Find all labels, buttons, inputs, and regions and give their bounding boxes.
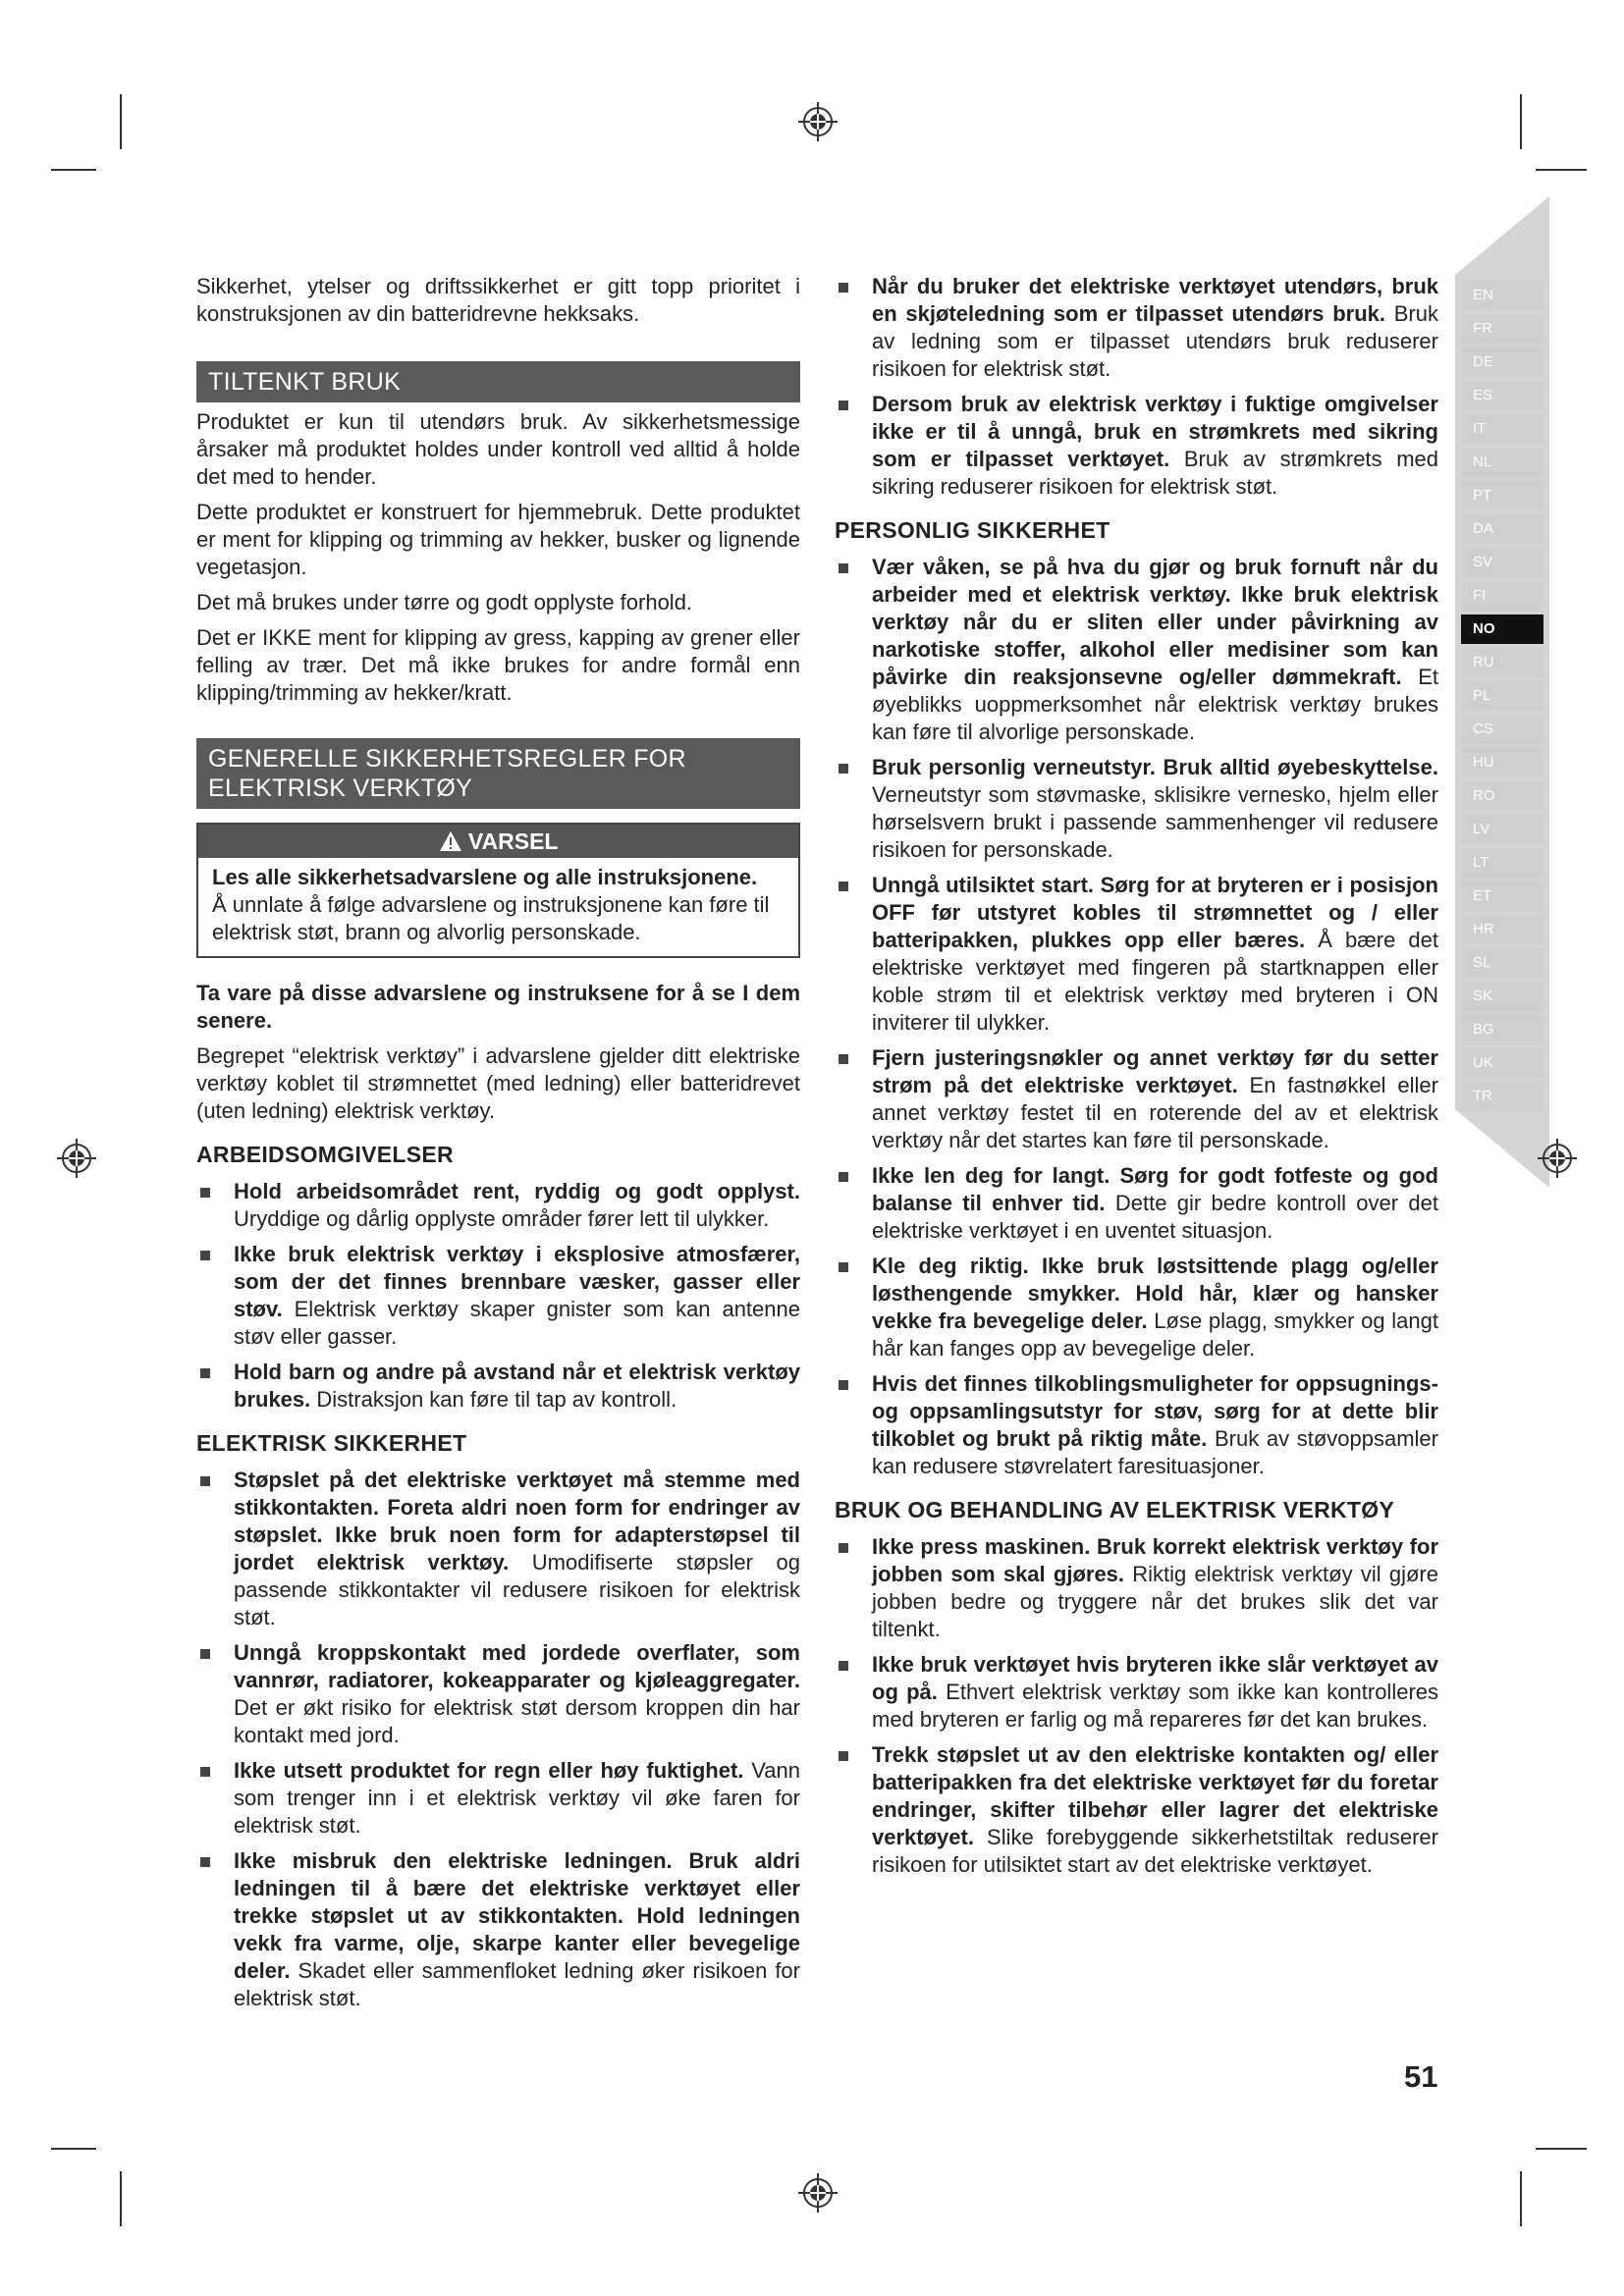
- list-item-bold: Ikke bruk verktøyet hvis bryteren ikke slår verktøyet av og på.: [872, 1652, 1438, 1704]
- list-item-bold: Hold barn og andre på avstand når et elektrisk verktøy brukes.: [234, 1360, 800, 1412]
- list-item-text: Uryddige og dårlig opplyste områder fører lett til ulykker.: [234, 1206, 770, 1231]
- list-item-bold: Hold arbeidsområdet rent, ryddig og godt opplyst.: [234, 1179, 800, 1203]
- paragraph: Det må brukes under tørre og godt opplyste forhold.: [196, 590, 693, 614]
- warning-header: [198, 825, 798, 858]
- list-item-bold: Ikke len deg for langt. Sørg for godt fotfeste og god balanse til enhver tid.: [872, 1163, 1438, 1215]
- language-tab-es[interactable]: ES: [1461, 381, 1543, 410]
- list-item: [196, 1178, 800, 1233]
- term-definition: Begrepet “elektrisk verktøy” i advarslene gjelder ditt elektriske verktøy koblet til strømnettet (med ledning) eller batteridrevet (uten ledning) elektrisk verktøy.: [196, 1043, 800, 1123]
- electrical-list: [196, 1467, 800, 2012]
- list-item: [835, 1044, 1438, 1154]
- language-tab-bg[interactable]: BG: [1461, 1015, 1543, 1044]
- list-item-text: Dette gir bedre kontroll over det elektriske verktøyet i en uventet situasjon.: [872, 1191, 1438, 1243]
- list-item: [835, 1253, 1438, 1362]
- warning-body: [198, 858, 798, 956]
- list-item-bold: Kle deg riktig. Ikke bruk løstsittende plagg og/eller løsthengende smykker. Hold hår, klær og hansker vekke fra bevegelige deler.: [872, 1254, 1438, 1333]
- language-tab-it[interactable]: IT: [1461, 414, 1543, 444]
- language-tab-sv[interactable]: SV: [1461, 548, 1543, 577]
- list-item-bold: Støpslet på det elektriske verktøyet må stemme med stikkontakten. Foreta aldri noen form for endringer av støpslet. Ikke bruk noen form for adapterstøpsel til jordet elektrisk verktøy.: [234, 1468, 800, 1575]
- list-item-bold: Hvis det finnes tilkoblingsmuligheter for oppsugnings- og oppsamlingsutstyr for støv, sørg for at dette blir tilkoblet og brukt på riktig måte.: [872, 1371, 1438, 1451]
- list-item: [835, 1370, 1438, 1480]
- list-item-text: Det er økt risiko for elektrisk støt dersom kroppen din har kontakt med jord.: [234, 1695, 800, 1747]
- personal-safety-list: [835, 554, 1438, 1480]
- list-item: [196, 1241, 800, 1351]
- list-item-bold: Dersom bruk av elektrisk verktøy i fuktige omgivelser ikke er til å unngå, bruk en strømkrets med sikring som er tilpasset verktøyet.: [872, 392, 1438, 471]
- language-tab-da[interactable]: DA: [1461, 514, 1543, 544]
- language-tab-ru[interactable]: RU: [1461, 648, 1543, 677]
- list-item-bold: Bruk personlig verneutstyr. Bruk alltid øyebeskyttelse.: [872, 755, 1438, 779]
- crop-mark: [120, 94, 122, 149]
- crop-mark: [1520, 94, 1522, 149]
- keep-instructions: Ta vare på disse advarslene og instruksene for å se I dem senere.: [196, 981, 800, 1033]
- language-tab-pt[interactable]: PT: [1461, 481, 1543, 510]
- list-item-text: Riktig elektrisk verktøy vil gjøre jobben bedre og tryggere når det brukes slik det var tiltenkt.: [872, 1562, 1438, 1641]
- list-item-text: Løse plagg, smykker og langt hår kan fanges opp av bevegelige deler.: [872, 1308, 1438, 1361]
- list-item: [835, 872, 1438, 1037]
- registration-mark-icon: [55, 1137, 98, 1180]
- language-tab-en[interactable]: EN: [1461, 281, 1543, 310]
- language-tab-cs[interactable]: CS: [1461, 715, 1543, 744]
- list-item: [196, 1359, 800, 1414]
- left-column: [196, 273, 800, 2020]
- crop-mark: [51, 2148, 96, 2150]
- list-item-bold: Fjern justeringsnøkler og annet verktøy før du setter strøm på det elektriske verktøyet.: [872, 1045, 1438, 1097]
- list-item: [196, 1467, 800, 1631]
- list-item: [196, 1847, 800, 2012]
- list-item: [196, 1757, 800, 1840]
- paragraph: Dette produktet er konstruert for hjemmebruk. Dette produktet er ment for klipping og trimming av hekker, busker og lignende vegetasjon.: [196, 500, 800, 579]
- language-tab-et[interactable]: ET: [1461, 881, 1543, 911]
- list-item: [196, 1639, 800, 1749]
- warning-triangle-icon: [439, 830, 462, 852]
- language-tab-lt[interactable]: LT: [1461, 848, 1543, 878]
- list-item: [835, 1651, 1438, 1734]
- list-item-bold: Trekk støpslet ut av den elektriske kontakten og/ eller batteripakken fra det elektriske verktøyet før du foretar endringer, skifter tilbehør eller lagrer det elektriske verktøyet.: [872, 1742, 1438, 1849]
- paragraph: Det er IKKE ment for klipping av gress, kapping av grener eller felling av trær. Det må ikke brukes for andre formål enn klipping/trimming av hekker/kratt.: [196, 625, 800, 705]
- work-area-list: [196, 1178, 800, 1414]
- language-tab-tr[interactable]: TR: [1461, 1082, 1543, 1111]
- list-item-bold: Ikke bruk elektrisk verktøy i eksplosive atmosfærer, som der det finnes brennbare væsker, gasser eller støv.: [234, 1242, 800, 1321]
- section-title: TILTENKT BRUK: [196, 361, 800, 402]
- registration-mark-icon: [796, 2171, 839, 2215]
- warning-text: Å unnlate å følge advarslene og instruksjonene kan føre til elektrisk støt, brann og alvorlig personskade.: [212, 892, 770, 944]
- language-tab-sk[interactable]: SK: [1461, 982, 1543, 1011]
- list-item: [835, 754, 1438, 864]
- language-tab-hu[interactable]: HU: [1461, 748, 1543, 777]
- subsection-title: PERSONLIG SIKKERHET: [835, 517, 1110, 543]
- language-tab-de[interactable]: DE: [1461, 347, 1543, 377]
- warning-box: [196, 823, 800, 958]
- language-tab-fi[interactable]: FI: [1461, 581, 1543, 611]
- crop-mark: [1536, 169, 1587, 171]
- list-item-text: Et øyeblikks uoppmerksomhet når elektrisk verktøy brukes kan føre til alvorlige personskade.: [872, 665, 1438, 744]
- list-item-bold: Unngå utilsiktet start. Sørg for at bryteren er i posisjon OFF før utstyret kobles til strømnettet og / eller batteripakken, plukkes opp eller bæres.: [872, 873, 1438, 952]
- list-item-bold: Når du bruker det elektriske verktøyet utendørs, bruk en skjøteledning som er tilpasset utendørs bruk.: [872, 274, 1438, 326]
- handling-list: [835, 1533, 1438, 1879]
- crop-mark: [1520, 2171, 1522, 2226]
- paragraph: Produktet er kun til utendørs bruk. Av sikkerhetsmessige årsaker må produktet holdes under kontroll ved alltid å holde det med to hender.: [196, 409, 800, 489]
- list-item-bold: Ikke utsett produktet for regn eller høy fuktighet.: [234, 1758, 744, 1783]
- subsection-title: BRUK OG BEHANDLING AV ELEKTRISK VERKTØY: [835, 1497, 1395, 1522]
- language-tab-pl[interactable]: PL: [1461, 681, 1543, 711]
- subsection-title: ARBEIDSOMGIVELSER: [196, 1142, 454, 1167]
- language-tab-uk[interactable]: UK: [1461, 1048, 1543, 1078]
- registration-mark-icon: [796, 100, 839, 143]
- list-item-text: Umodifiserte støpsler og passende stikkontakter vil redusere risikoen for elektrisk støt.: [234, 1550, 800, 1629]
- language-tab-fr[interactable]: FR: [1461, 314, 1543, 344]
- list-item-text: Verneutstyr som støvmaske, sklisikre vernesko, hjelm eller hørselsvern brukt i passende sammenhenger vil redusere risikoen for personskade.: [872, 782, 1438, 862]
- list-item-bold: Ikke misbruk den elektriske ledningen. Bruk aldri ledningen til å bære det elektriske verktøyet eller trekke støpslet ut av stikkontakten. Hold ledningen vekk fra varme, olje, skarpe kanter eller bevegelige deler.: [234, 1848, 800, 1983]
- list-item-text: Distraksjon kan føre til tap av kontroll.: [310, 1387, 677, 1412]
- list-item-text: En fastnøkkel eller annet verktøy festet til en roterende del av et elektrisk verktøy når det startes kan føre til personskade.: [872, 1073, 1438, 1152]
- right-column: [835, 273, 1438, 1887]
- list-item-bold: Unngå kroppskontakt med jordede overflater, som vannrør, radiatorer, kokeapparater og kjøleaggregater.: [234, 1640, 800, 1692]
- list-item-bold: Vær våken, se på hva du gjør og bruk fornuft når du arbeider med et elektrisk verktøy. Ikke bruk elektrisk verktøy når du er sliten eller under påvirkning av narkotiske stoffer, alkohol eller medisiner som kan påvirke din reaksjonsevne og/eller dømmekraft.: [872, 555, 1438, 689]
- language-tab-sl[interactable]: SL: [1461, 948, 1543, 978]
- list-item: [835, 1741, 1438, 1879]
- electrical-list-continued: [835, 273, 1438, 501]
- page-number: 51: [1404, 2059, 1438, 2094]
- warning-bold-text: Les alle sikkerhetsadvarslene og alle instruksjonene.: [212, 865, 758, 889]
- list-item-text: Å bære det elektriske verktøyet med fingeren på startknappen eller koble strøm til et elektrisk verktøy med bryteren i ON inviterer til ulykker.: [872, 928, 1438, 1035]
- list-item: [835, 391, 1438, 501]
- list-item-text: Ethvert elektrisk verktøy som ikke kan kontrolleres med bryteren er farlig og må repareres før det kan brukes.: [872, 1680, 1439, 1732]
- intro-text: Sikkerhet, ytelser og driftssikkerhet er gitt topp prioritet i konstruksjonen av din batteridrevne hekksaks.: [196, 274, 800, 326]
- crop-mark: [120, 2171, 122, 2226]
- list-item: [835, 273, 1438, 383]
- list-item-text: Vann som trenger inn i et elektrisk verktøy vil øke faren for elektrisk støt.: [234, 1758, 800, 1838]
- warning-label: VARSEL: [467, 828, 559, 854]
- list-item-text: Bruk av ledning som er tilpasset utendørs bruk reduserer risikoen for elektrisk støt.: [872, 301, 1438, 381]
- list-item-text: Slike forebyggende sikkerhetstiltak reduserer risikoen for utilsiktet start av det elektriske verktøyet.: [872, 1825, 1438, 1877]
- subsection-title: ELEKTRISK SIKKERHET: [196, 1430, 467, 1456]
- language-tab-lv[interactable]: LV: [1461, 815, 1543, 844]
- section-title: GENERELLE SIKKERHETSREGLER FOR ELEKTRISK VERKTØY: [196, 738, 800, 809]
- list-item: [835, 1533, 1438, 1643]
- list-item-bold: Ikke press maskinen. Bruk korrekt elektrisk verktøy for jobben som skal gjøres.: [872, 1534, 1438, 1586]
- list-item: [835, 1162, 1438, 1245]
- language-tab-no[interactable]: NO: [1461, 614, 1543, 644]
- language-tab-ro[interactable]: RO: [1461, 781, 1543, 811]
- language-tab-nl[interactable]: NL: [1461, 448, 1543, 477]
- language-tab-hr[interactable]: HR: [1461, 915, 1543, 944]
- list-item-text: Elektrisk verktøy skaper gnister som kan antenne støv eller gasser.: [234, 1297, 800, 1349]
- registration-mark-icon: [1536, 1137, 1579, 1180]
- list-item-text: Bruk av strømkrets med sikring reduserer risikoen for elektrisk støt.: [872, 447, 1438, 499]
- list-item: [835, 554, 1438, 746]
- crop-mark: [51, 169, 96, 171]
- crop-mark: [1536, 2148, 1587, 2150]
- list-item-text: Skadet eller sammenfloket ledning øker risikoen for elektrisk støt.: [234, 1958, 800, 2010]
- list-item-text: Bruk av støvoppsamler kan redusere støvrelatert faresituasjoner.: [872, 1426, 1438, 1478]
